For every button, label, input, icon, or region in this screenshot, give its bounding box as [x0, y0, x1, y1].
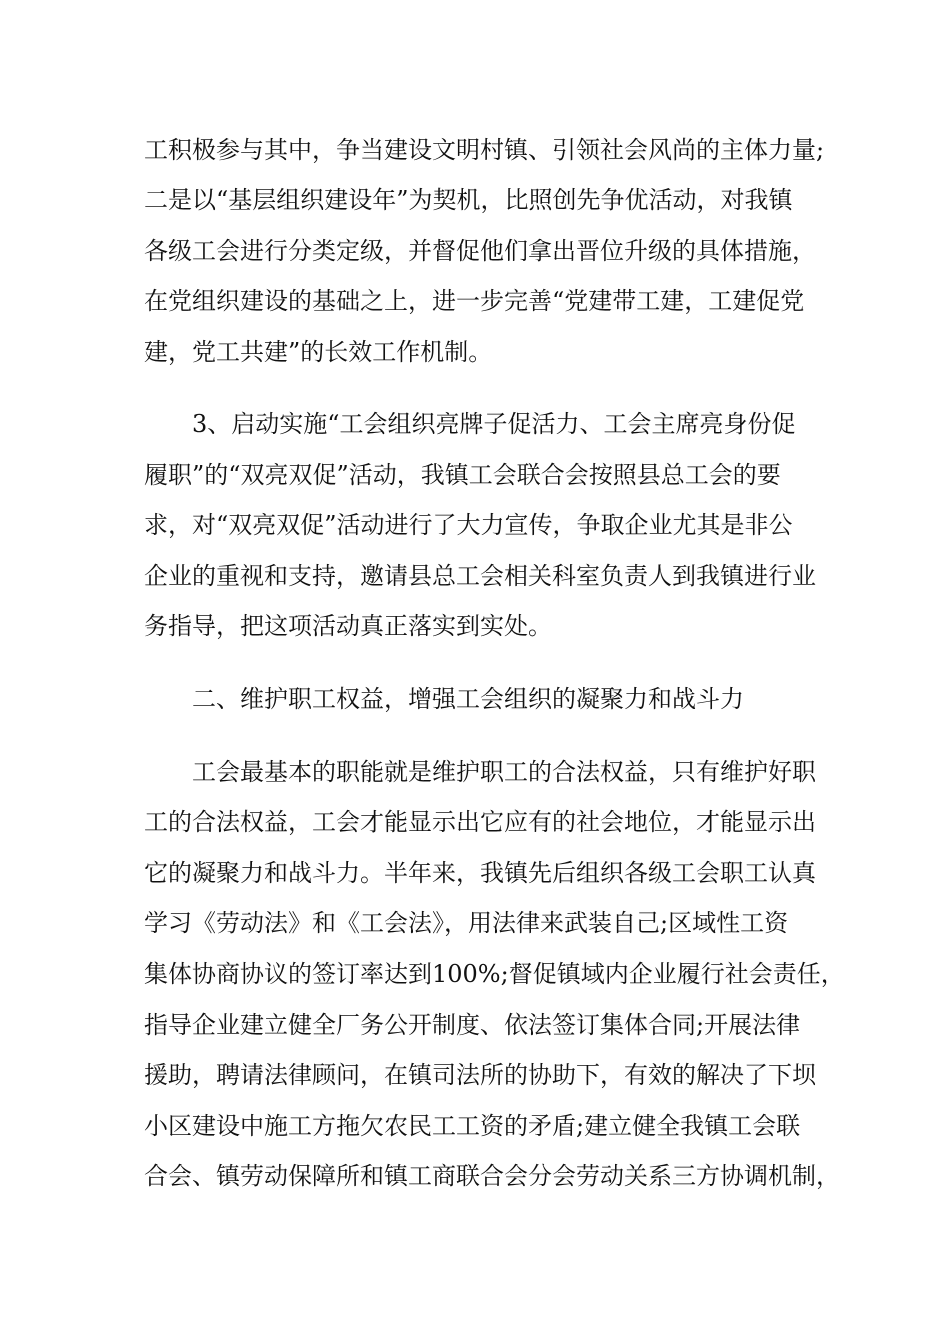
text-line: 学习《劳动法》和《工会法》，用法律来武装自己;区域性工资 — [144, 909, 789, 937]
text-line: 小区建设中施工方拖欠农民工工资的矛盾;建立健全我镇工会联 — [144, 1112, 801, 1140]
text-line: 集体协商协议的签订率达到100%;督促镇域内企业履行社会责任， — [144, 960, 845, 988]
text-line: 援助，聘请法律顾问，在镇司法所的协助下，有效的解决了下坝 — [144, 1061, 816, 1089]
text-line: 务指导，把这项活动真正落实到实处。 — [144, 612, 552, 640]
text-line: 企业的重视和支持，邀请县总工会相关科室负责人到我镇进行业 — [144, 562, 816, 590]
text-line: 工积极参与其中，争当建设文明村镇、引领社会风尚的主体力量; — [144, 136, 825, 164]
section-heading: 二、维护职工权益，增强工会组织的凝聚力和战斗力 — [192, 685, 744, 713]
text-line: 履职”的“双亮双促”活动，我镇工会联合会按照县总工会的要 — [144, 461, 781, 489]
text-line: 建，党工共建”的长效工作机制。 — [144, 338, 493, 366]
text-line: 求，对“双亮双促”活动进行了大力宣传，争取企业尤其是非公 — [144, 511, 793, 539]
text-line: 合会、镇劳动保障所和镇工商联合会分会劳动关系三方协调机制， — [144, 1162, 840, 1190]
text-line: 工会最基本的职能就是维护职工的合法权益，只有维护好职 — [192, 758, 816, 786]
text-line: 指导企业建立健全厂务公开制度、依法签订集体合同;开展法律 — [144, 1011, 801, 1039]
text-line: 各级工会进行分类定级，并督促他们拿出晋位升级的具体措施， — [144, 237, 816, 265]
text-line: 工的合法权益，工会才能显示出它应有的社会地位，才能显示出 — [144, 808, 816, 836]
text-line: 二是以“基层组织建设年”为契机，比照创先争优活动，对我镇 — [144, 186, 793, 214]
text-line: 3、启动实施“工会组织亮牌子促活力、工会主席亮身份促 — [192, 410, 796, 438]
text-line: 它的凝聚力和战斗力。半年来，我镇先后组织各级工会职工认真 — [144, 859, 816, 887]
text-line: 在党组织建设的基础之上，进一步完善“党建带工建，工建促党 — [144, 287, 805, 315]
